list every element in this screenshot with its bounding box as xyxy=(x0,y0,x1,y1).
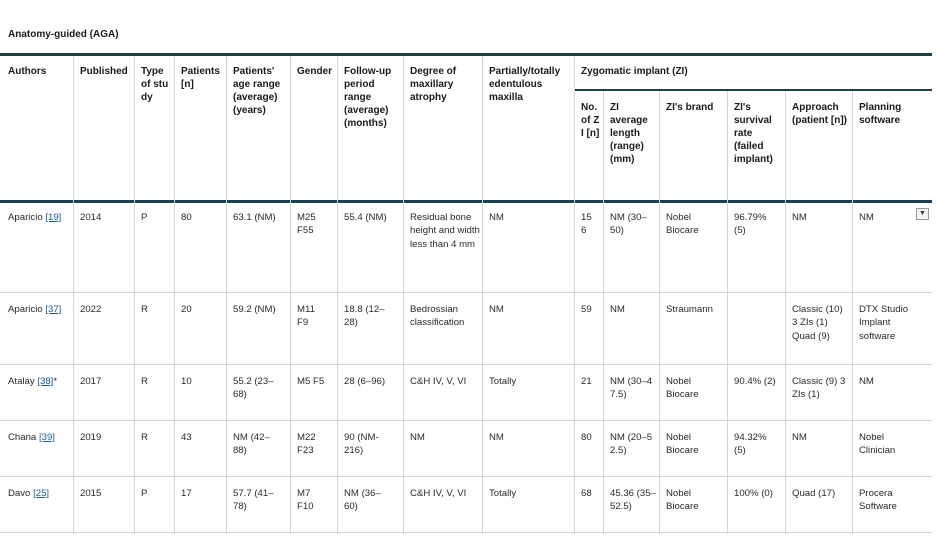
table-row-5-followup: NM (36–60) xyxy=(344,488,381,513)
table-row-2-year: 2022 xyxy=(80,304,102,315)
table-row-3-length: NM (30–47.5) xyxy=(610,376,653,401)
row-divider xyxy=(0,476,932,477)
row-divider xyxy=(0,420,932,421)
header-planning-software: Planning software xyxy=(859,102,902,126)
table-row-2-age: 59.2 (NM) xyxy=(233,304,276,315)
table-row-4-patients: 43 xyxy=(181,432,192,443)
table-row-1-software: NM xyxy=(859,212,874,223)
table-row-2-brand: Straumann xyxy=(666,304,713,315)
table-row-2-approach: Classic (10) 3 ZIs (1) Quad (9) xyxy=(792,304,843,342)
header-top-rule xyxy=(0,53,932,56)
header-published: Published xyxy=(80,66,128,77)
column-divider xyxy=(574,56,575,534)
column-divider xyxy=(603,91,604,534)
table-row-2-software: DTX Studio Implant software xyxy=(859,304,909,342)
table-caption: Anatomy-guided (AGA) xyxy=(8,29,119,40)
table-row-4-software: Nobel Clinician xyxy=(859,432,896,457)
table-row-3-age: 55.2 (23–68) xyxy=(233,376,274,401)
table-row-5-brand: Nobel Biocare xyxy=(666,488,699,513)
table-row-1-author: Aparicio [19] xyxy=(8,212,62,223)
table-row-2-zi-no: 59 xyxy=(581,304,592,315)
table-row-1-approach: NM xyxy=(792,212,807,223)
column-divider xyxy=(226,56,227,534)
header-authors: Authors xyxy=(8,66,47,77)
column-divider xyxy=(337,56,338,534)
header-followup: Follow-up period range (average) (months) xyxy=(344,66,392,129)
citation-link[interactable]: [19] xyxy=(45,212,62,223)
table-row-3-year: 2017 xyxy=(80,376,102,387)
table-row-5-patients: 17 xyxy=(181,488,192,499)
header-zi-group: Zygomatic implant (ZI) xyxy=(581,66,688,77)
table-row-5-atrophy: C&H IV, V, VI xyxy=(410,488,467,499)
table-row-1-atrophy: Residual bone height and width less than 4 mm xyxy=(410,212,480,250)
header-zi-no: No. of ZI [n] xyxy=(581,102,600,139)
column-divider xyxy=(852,91,853,534)
table-row-1-gender: M25 F55 xyxy=(297,212,316,237)
table-row-2-length: NM xyxy=(610,304,625,315)
column-divider xyxy=(134,56,135,534)
table-row-3-software: NM xyxy=(859,376,874,387)
header-gender: Gender xyxy=(297,66,333,77)
table-row-1-age: 63.1 (NM) xyxy=(233,212,276,223)
table-row-2-followup: 18.8 (12–28) xyxy=(344,304,385,329)
table-row-5-edentulous: Totally xyxy=(489,488,517,499)
header-edentulous: Partially/totally edentulous maxilla xyxy=(489,66,561,103)
table-row-1-year: 2014 xyxy=(80,212,102,223)
table-row-3-type: R xyxy=(141,376,148,387)
table-row-2-author: Aparicio [37] xyxy=(8,304,62,315)
table-row-4-atrophy: NM xyxy=(410,432,425,443)
table-row-5-length: 45.36 (35–52.5) xyxy=(610,488,656,513)
citation-link[interactable]: [25] xyxy=(33,488,50,499)
table-row-1-brand: Nobel Biocare xyxy=(666,212,699,237)
header-zi-length: ZI average length (range) (mm) xyxy=(610,102,648,165)
table-row-3-patients: 10 xyxy=(181,376,192,387)
table-row-5-year: 2015 xyxy=(80,488,102,499)
table-row-2-type: R xyxy=(141,304,148,315)
table-row-3-zi-no: 21 xyxy=(581,376,592,387)
table-row-1-length: NM (30–50) xyxy=(610,212,647,237)
citation-link[interactable]: [39] xyxy=(38,432,55,443)
table-row-5-gender: M7 F10 xyxy=(297,488,314,513)
column-divider xyxy=(785,91,786,534)
table-row-4-type: R xyxy=(141,432,148,443)
citation-link[interactable]: [38] xyxy=(37,376,54,387)
header-patients: Patients [n] xyxy=(181,66,220,90)
table-row-1-zi-no: 156 xyxy=(581,212,592,237)
table-row-5-survival: 100% (0) xyxy=(734,488,773,499)
table-row-2-atrophy: Bedrossian classification xyxy=(410,304,465,329)
table-row-5-age: 57.7 (41–78) xyxy=(233,488,274,513)
header-bottom-rule xyxy=(0,200,932,203)
table-row-4-gender: M22 F23 xyxy=(297,432,316,457)
header-atrophy: Degree of maxillary atrophy xyxy=(410,66,457,103)
table-row-1-survival: 96.79% (5) xyxy=(734,212,767,237)
table-row-1-followup: 55.4 (NM) xyxy=(344,212,387,223)
row-divider xyxy=(0,292,932,293)
table-row-3-survival: 90.4% (2) xyxy=(734,376,776,387)
header-zi-brand: ZI's brand xyxy=(666,102,714,113)
header-type-of-study: Type of study xyxy=(141,66,169,103)
table-row-3-atrophy: C&H IV, V, VI xyxy=(410,376,467,387)
table-row-5-type: P xyxy=(141,488,148,499)
table-row-4-survival: 94.32% (5) xyxy=(734,432,767,457)
table-row-4-zi-no: 80 xyxy=(581,432,592,443)
table-row-3-approach: Classic (9) 3 ZIs (1) xyxy=(792,376,846,401)
table-row-2-patients: 20 xyxy=(181,304,192,315)
column-divider xyxy=(174,56,175,534)
row-divider xyxy=(0,364,932,365)
table-row-4-brand: Nobel Biocare xyxy=(666,432,699,457)
table-row-4-age: NM (42–88) xyxy=(233,432,270,457)
table-row-3-brand: Nobel Biocare xyxy=(666,376,699,401)
column-divider xyxy=(403,56,404,534)
table-row-5-author: Davo [25] xyxy=(8,488,50,499)
column-divider xyxy=(659,91,660,534)
header-zi-survival: ZI's survival rate (failed implant) xyxy=(734,102,773,165)
table-row-3-gender: M5 F5 xyxy=(297,376,325,387)
table-row-5-approach: Quad (17) xyxy=(792,488,836,499)
table-row-4-edentulous: NM xyxy=(489,432,504,443)
citation-link[interactable]: [37] xyxy=(45,304,62,315)
column-divider xyxy=(73,56,74,534)
table-row-5-zi-no: 68 xyxy=(581,488,592,499)
table-row-4-approach: NM xyxy=(792,432,807,443)
table-row-4-length: NM (20–52.5) xyxy=(610,432,653,457)
chevron-down-icon[interactable]: ▼ xyxy=(916,208,929,220)
table-row-1-patients: 80 xyxy=(181,212,192,223)
zi-group-rule xyxy=(574,89,932,91)
table-row-2-edentulous: NM xyxy=(489,304,504,315)
table-row-3-author: Atalay [38]* xyxy=(8,376,58,387)
table-row-1-edentulous: NM xyxy=(489,212,504,223)
table-row-1-type: P xyxy=(141,212,148,223)
table-row-4-year: 2019 xyxy=(80,432,102,443)
row-divider xyxy=(0,532,932,533)
table-row-5-software: Procera Software xyxy=(859,488,897,513)
column-divider xyxy=(727,91,728,534)
table-row-3-followup: 28 (6–96) xyxy=(344,376,386,387)
header-age-range: Patients' age range (average) (years) xyxy=(233,66,281,116)
table-row-3-edentulous: Totally xyxy=(489,376,517,387)
column-divider xyxy=(482,56,483,534)
header-approach: Approach (patient [n]) xyxy=(792,102,847,126)
table-row-4-followup: 90 (NM-216) xyxy=(344,432,379,457)
column-divider xyxy=(290,56,291,534)
table-row-4-author: Chana [39] xyxy=(8,432,55,443)
table-row-2-gender: M11 F9 xyxy=(297,304,315,329)
